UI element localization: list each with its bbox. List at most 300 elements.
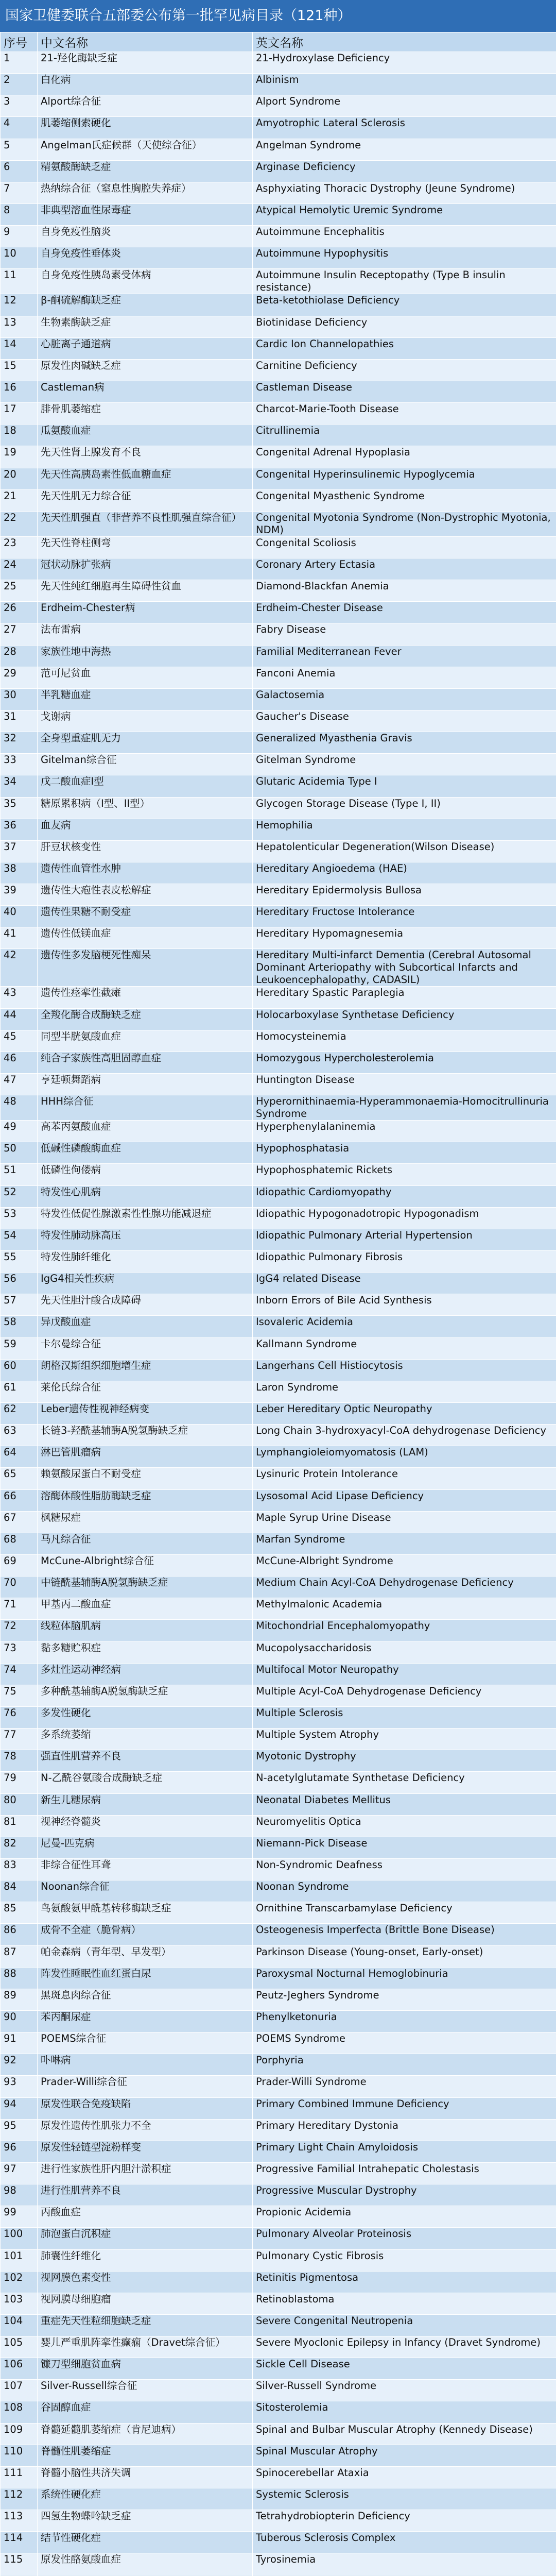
row-number: 100 [1, 2228, 38, 2249]
table-row [1, 1381, 556, 1402]
row-number: 8 [1, 204, 38, 225]
row-chinese-name: 帕金森病（青年型、早发型） [38, 1945, 253, 1967]
table-row [1, 645, 556, 667]
row-number: 99 [1, 2206, 38, 2228]
row-english-name: Diamond-Blackfan Anemia [253, 580, 556, 602]
row-number: 109 [1, 2423, 38, 2445]
table-row [1, 2423, 556, 2445]
row-number: 24 [1, 558, 38, 580]
row-english-name: Phenylketonuria [253, 2010, 556, 2032]
column-header-number: 序号 [1, 32, 38, 52]
row-chinese-name: 视网膜母细胞瘤 [38, 2293, 253, 2314]
row-english-name: Tetrahydrobiopterin Deficiency [253, 2510, 556, 2532]
table-row [1, 1577, 556, 1598]
row-english-name: Atypical Hemolytic Uremic Syndrome [253, 204, 556, 225]
row-english-name: Primary Hereditary Dystonia [253, 2119, 556, 2141]
row-chinese-name: Alport综合征 [38, 95, 253, 117]
row-english-name: Idiopathic Pulmonary Fibrosis [253, 1251, 556, 1273]
row-number: 5 [1, 139, 38, 160]
row-number: 14 [1, 337, 38, 359]
row-chinese-name: 低碱性磷酸酶血症 [38, 1142, 253, 1164]
table-row [1, 1967, 556, 1989]
table-row [1, 1880, 556, 1902]
row-english-name: Severe Congenital Neutropenia [253, 2314, 556, 2336]
row-english-name: Congenital Adrenal Hypoplasia [253, 446, 556, 468]
row-number: 110 [1, 2445, 38, 2466]
row-english-name: Hypophosphatemic Rickets [253, 1164, 556, 1185]
table-row [1, 1095, 556, 1121]
row-number: 34 [1, 775, 38, 797]
row-chinese-name: McCune-Albright综合征 [38, 1555, 253, 1577]
row-english-name: Marfan Syndrome [253, 1533, 556, 1554]
table-row [1, 2401, 556, 2423]
row-number: 46 [1, 1052, 38, 1073]
row-chinese-name: 脊髓性肌萎缩症 [38, 2445, 253, 2466]
row-english-name: Retinitis Pigmentosa [253, 2271, 556, 2293]
table-row [1, 1142, 556, 1164]
table-row [1, 269, 556, 294]
row-chinese-name: 原发性轻链型淀粉样变 [38, 2141, 253, 2162]
row-number: 64 [1, 1446, 38, 1468]
table-row [1, 1945, 556, 1967]
table-row [1, 2206, 556, 2228]
row-english-name: Parkinson Disease (Young-onset, Early-onset) [253, 1945, 556, 1967]
table-row [1, 2032, 556, 2054]
row-english-name: Tuberous Sclerosis Complex [253, 2532, 556, 2553]
table-row [1, 840, 556, 862]
row-chinese-name: 血友病 [38, 819, 253, 840]
row-number: 82 [1, 1837, 38, 1858]
row-number: 54 [1, 1229, 38, 1250]
row-chinese-name: 21-羟化酶缺乏症 [38, 52, 253, 74]
table-row [1, 117, 556, 139]
row-english-name: Gaucher's Disease [253, 710, 556, 732]
row-number: 62 [1, 1403, 38, 1425]
row-chinese-name: 朗格汉斯组织细胞增生症 [38, 1359, 253, 1381]
row-number: 78 [1, 1750, 38, 1772]
row-chinese-name: 脊髓小脑性共济失调 [38, 2466, 253, 2488]
table-row [1, 1533, 556, 1554]
table-row [1, 446, 556, 468]
row-english-name: Non-Syndromic Deafness [253, 1858, 556, 1880]
row-chinese-name: 先天性脊柱侧弯 [38, 536, 253, 558]
row-chinese-name: 肺泡蛋白沉积症 [38, 2228, 253, 2249]
row-number: 67 [1, 1511, 38, 1533]
row-english-name: Primary Light Chain Amyloidosis [253, 2141, 556, 2162]
table-row [1, 2532, 556, 2553]
row-chinese-name: 丙酸血症 [38, 2206, 253, 2228]
row-number: 37 [1, 840, 38, 862]
row-chinese-name: HHH综合征 [38, 1095, 253, 1121]
table-row [1, 1403, 556, 1425]
row-english-name: Langerhans Cell Histiocytosis [253, 1359, 556, 1381]
row-number: 98 [1, 2184, 38, 2206]
row-english-name: Autoimmune Encephalitis [253, 226, 556, 247]
table-row [1, 2553, 556, 2575]
row-number: 33 [1, 754, 38, 775]
table-row [1, 1989, 556, 2010]
table-row [1, 602, 556, 623]
row-english-name: Multiple Acyl-CoA Dehydrogenase Deficiency [253, 1685, 556, 1706]
row-english-name: Biotinidase Deficiency [253, 316, 556, 337]
row-number: 96 [1, 2141, 38, 2162]
row-number: 74 [1, 1663, 38, 1685]
row-english-name: Congenital Scoliosis [253, 536, 556, 558]
table-row [1, 2510, 556, 2532]
table-row [1, 1446, 556, 1468]
row-number: 10 [1, 247, 38, 269]
row-number: 104 [1, 2314, 38, 2336]
row-chinese-name: 肝豆状核变性 [38, 840, 253, 862]
table-row [1, 1273, 556, 1294]
row-number: 92 [1, 2054, 38, 2076]
table-row [1, 1663, 556, 1685]
table-row [1, 2271, 556, 2293]
row-english-name: Amyotrophic Lateral Sclerosis [253, 117, 556, 139]
row-number: 111 [1, 2466, 38, 2488]
row-chinese-name: 肺囊性纤维化 [38, 2249, 253, 2271]
row-chinese-name: 遗传性大疱性表皮松解症 [38, 884, 253, 906]
table-row [1, 425, 556, 446]
table-row [1, 1511, 556, 1533]
row-english-name: Noonan Syndrome [253, 1880, 556, 1902]
row-number: 39 [1, 884, 38, 906]
row-chinese-name: 苯丙酮尿症 [38, 2010, 253, 2032]
row-number: 6 [1, 160, 38, 182]
row-number: 76 [1, 1706, 38, 1728]
row-chinese-name: 溶酶体酸性脂肪酶缺乏症 [38, 1489, 253, 1511]
row-chinese-name: IgG4相关性疾病 [38, 1273, 253, 1294]
row-english-name: Pulmonary Cystic Fibrosis [253, 2249, 556, 2271]
table-header-row [1, 32, 556, 52]
row-english-name: Retinoblastoma [253, 2293, 556, 2314]
table-row [1, 1706, 556, 1728]
row-english-name: N-acetylglutamate Synthetase Deficiency [253, 1772, 556, 1793]
table-row [1, 987, 556, 1008]
row-english-name: Spinocerebellar Ataxia [253, 2466, 556, 2488]
row-english-name: 21-Hydroxylase Deficiency [253, 52, 556, 74]
row-chinese-name: 多发性硬化 [38, 1706, 253, 1728]
table-row [1, 489, 556, 511]
row-english-name: Congenital Myasthenic Syndrome [253, 489, 556, 511]
row-chinese-name: 尼曼-匹克病 [38, 1837, 253, 1858]
row-english-name: Glutaric Acidemia Type I [253, 775, 556, 797]
table-row [1, 688, 556, 710]
table-row [1, 2228, 556, 2249]
row-chinese-name: 非典型溶血性尿毒症 [38, 204, 253, 225]
row-chinese-name: 先天性肌无力综合征 [38, 489, 253, 511]
table-row [1, 226, 556, 247]
row-english-name: Congenital Myotonia Syndrome (Non-Dystrophic Myotonia, NDM) [253, 511, 556, 536]
row-number: 50 [1, 1142, 38, 1164]
row-number: 13 [1, 316, 38, 337]
row-chinese-name: 四氢生物蝶呤缺乏症 [38, 2510, 253, 2532]
row-number: 57 [1, 1294, 38, 1316]
row-chinese-name: 脊髓延髓肌萎缩症（肯尼迪病） [38, 2423, 253, 2445]
row-english-name: Multiple System Atrophy [253, 1728, 556, 1750]
row-chinese-name: 线粒体脑肌病 [38, 1620, 253, 1641]
row-chinese-name: 糖原累积病（I型、II型） [38, 797, 253, 819]
table-body [1, 52, 556, 2576]
row-english-name: Lymphangioleiomyomatosis (LAM) [253, 1446, 556, 1468]
row-english-name: Silver-Russell Syndrome [253, 2380, 556, 2401]
row-number: 73 [1, 1641, 38, 1663]
table-row [1, 710, 556, 732]
row-chinese-name: 多灶性运动神经病 [38, 1663, 253, 1685]
table-row [1, 1598, 556, 1620]
row-chinese-name: 戈谢病 [38, 710, 253, 732]
row-chinese-name: 视神经脊髓炎 [38, 1815, 253, 1837]
row-chinese-name: 白化病 [38, 74, 253, 95]
row-number: 97 [1, 2162, 38, 2184]
row-english-name: Multifocal Motor Neuropathy [253, 1663, 556, 1685]
row-english-name: Progressive Muscular Dystrophy [253, 2184, 556, 2206]
row-number: 47 [1, 1074, 38, 1095]
row-chinese-name: Prader-Willi综合征 [38, 2076, 253, 2097]
table-row [1, 819, 556, 840]
row-chinese-name: POEMS综合征 [38, 2032, 253, 2054]
row-number: 29 [1, 667, 38, 688]
row-chinese-name: Castleman病 [38, 381, 253, 402]
table-row [1, 2119, 556, 2141]
row-chinese-name: 热纳综合征（窒息性胸腔失养症） [38, 182, 253, 204]
row-number: 12 [1, 294, 38, 316]
table-row [1, 1074, 556, 1095]
table-row [1, 182, 556, 204]
row-chinese-name: 生物素酶缺乏症 [38, 316, 253, 337]
table-row [1, 1052, 556, 1073]
row-chinese-name: 原发性酪氨酸血症 [38, 2553, 253, 2575]
row-english-name: Medium Chain Acyl-CoA Dehydrogenase Deficiency [253, 1577, 556, 1598]
row-chinese-name: β-酮硫解酶缺乏症 [38, 294, 253, 316]
row-number: 42 [1, 949, 38, 987]
row-english-name: Carnitine Deficiency [253, 359, 556, 381]
row-english-name: Maple Syrup Urine Disease [253, 1511, 556, 1533]
row-english-name: Hyperornithinaemia-Hyperammonaemia-Homocitrullinuria Syndrome [253, 1095, 556, 1121]
row-chinese-name: 范可尼贫血 [38, 667, 253, 688]
row-number: 71 [1, 1598, 38, 1620]
row-english-name: Idiopathic Pulmonary Arterial Hypertension [253, 1229, 556, 1250]
row-chinese-name: 枫糖尿症 [38, 1511, 253, 1533]
row-number: 91 [1, 2032, 38, 2054]
row-chinese-name: 视网膜色素变性 [38, 2271, 253, 2293]
row-english-name: Hepatolenticular Degeneration(Wilson Disease) [253, 840, 556, 862]
row-english-name: Hereditary Hypomagnesemia [253, 927, 556, 949]
table-row [1, 1468, 556, 1489]
row-english-name: Hemophilia [253, 819, 556, 840]
table-row [1, 1750, 556, 1772]
row-chinese-name: 遗传性果糖不耐受症 [38, 906, 253, 927]
row-number: 21 [1, 489, 38, 511]
row-chinese-name: 高苯丙氨酸血症 [38, 1121, 253, 1142]
row-number: 17 [1, 403, 38, 425]
row-number: 51 [1, 1164, 38, 1185]
row-number: 31 [1, 710, 38, 732]
table-row [1, 536, 556, 558]
table-row [1, 95, 556, 117]
row-english-name: Generalized Myasthenia Gravis [253, 732, 556, 754]
row-number: 70 [1, 1577, 38, 1598]
table-row [1, 2010, 556, 2032]
row-number: 95 [1, 2119, 38, 2141]
table-row [1, 2076, 556, 2097]
row-english-name: Familial Mediterranean Fever [253, 645, 556, 667]
table-row [1, 1902, 556, 1924]
row-chinese-name: 谷固醇血症 [38, 2401, 253, 2423]
table-row [1, 1793, 556, 1815]
row-english-name: Porphyria [253, 2054, 556, 2076]
row-english-name: Hereditary Spastic Paraplegia [253, 987, 556, 1008]
row-number: 9 [1, 226, 38, 247]
row-number: 38 [1, 862, 38, 884]
row-number: 41 [1, 927, 38, 949]
row-english-name: Charcot-Marie-Tooth Disease [253, 403, 556, 425]
row-chinese-name: 遗传性低镁血症 [38, 927, 253, 949]
row-number: 80 [1, 1793, 38, 1815]
table-row [1, 1316, 556, 1337]
table-row [1, 381, 556, 402]
table-row [1, 732, 556, 754]
row-english-name: Pulmonary Alveolar Proteinosis [253, 2228, 556, 2249]
row-chinese-name: 低磷性佝偻病 [38, 1164, 253, 1185]
table-row [1, 1229, 556, 1250]
row-chinese-name: Noonan综合征 [38, 1880, 253, 1902]
row-number: 106 [1, 2358, 38, 2380]
row-chinese-name: 瓜氨酸血症 [38, 425, 253, 446]
row-english-name: Albinism [253, 74, 556, 95]
row-chinese-name: 先天性肌强直（非营养不良性肌强直综合征） [38, 511, 253, 536]
row-english-name: Autoimmune Hypophysitis [253, 247, 556, 269]
row-chinese-name: 特发性心肌病 [38, 1185, 253, 1207]
table-row [1, 52, 556, 74]
row-chinese-name: 成骨不全症（脆骨病） [38, 1924, 253, 1945]
row-english-name: Neonatal Diabetes Mellitus [253, 1793, 556, 1815]
row-number: 11 [1, 269, 38, 294]
table-row [1, 1425, 556, 1446]
row-english-name: Galactosemia [253, 688, 556, 710]
table-row [1, 1641, 556, 1663]
row-chinese-name: 精氨酸酶缺乏症 [38, 160, 253, 182]
table-row [1, 1620, 556, 1641]
row-chinese-name: 全身型重症肌无力 [38, 732, 253, 754]
row-chinese-name: 纯合子家族性高胆固醇血症 [38, 1052, 253, 1073]
row-number: 26 [1, 602, 38, 623]
row-chinese-name: 法布雷病 [38, 623, 253, 645]
row-chinese-name: 黏多糖贮积症 [38, 1641, 253, 1663]
row-english-name: Paroxysmal Nocturnal Hemoglobinuria [253, 1967, 556, 1989]
row-english-name: Hereditary Epidermolysis Bullosa [253, 884, 556, 906]
row-english-name: Glycogen Storage Disease (Type I, II) [253, 797, 556, 819]
table-row [1, 1359, 556, 1381]
row-number: 32 [1, 732, 38, 754]
row-number: 102 [1, 2271, 38, 2293]
row-chinese-name: Angelman氏症候群（天使综合征） [38, 139, 253, 160]
row-number: 89 [1, 1989, 38, 2010]
row-english-name: Alport Syndrome [253, 95, 556, 117]
row-english-name: Angelman Syndrome [253, 139, 556, 160]
row-chinese-name: 系统性硬化症 [38, 2488, 253, 2510]
row-chinese-name: 遗传性多发脑梗死性痴呆 [38, 949, 253, 987]
table-row [1, 2488, 556, 2510]
row-chinese-name: 半乳糖血症 [38, 688, 253, 710]
row-english-name: Severe Myoclonic Epilepsy in Infancy (Dravet Syndrome) [253, 2336, 556, 2358]
row-english-name: IgG4 related Disease [253, 1273, 556, 1294]
table-row [1, 2249, 556, 2271]
row-chinese-name: 中链酰基辅酶A脱氢酶缺乏症 [38, 1577, 253, 1598]
row-number: 88 [1, 1967, 38, 1989]
row-english-name: Leber Hereditary Optic Neuropathy [253, 1403, 556, 1425]
row-chinese-name: 长链3-羟酰基辅酶A脱氢酶缺乏症 [38, 1425, 253, 1446]
table-row [1, 2445, 556, 2466]
row-chinese-name: 自身免疫性胰岛素受体病 [38, 269, 253, 294]
row-chinese-name: 遗传性血管性水肿 [38, 862, 253, 884]
table-row [1, 862, 556, 884]
table-row [1, 623, 556, 645]
row-chinese-name: 淋巴管肌瘤病 [38, 1446, 253, 1468]
row-number: 16 [1, 381, 38, 402]
row-number: 85 [1, 1902, 38, 1924]
row-english-name: Prader-Willi Syndrome [253, 2076, 556, 2097]
table-row [1, 797, 556, 819]
row-english-name: Niemann-Pick Disease [253, 1837, 556, 1858]
row-english-name: Coronary Artery Ectasia [253, 558, 556, 580]
table-row [1, 247, 556, 269]
row-number: 48 [1, 1095, 38, 1121]
row-english-name: Peutz-Jeghers Syndrome [253, 1989, 556, 2010]
row-english-name: Erdheim-Chester Disease [253, 602, 556, 623]
row-number: 56 [1, 1273, 38, 1294]
row-english-name: Sickle Cell Disease [253, 2358, 556, 2380]
row-number: 68 [1, 1533, 38, 1554]
table-row [1, 2097, 556, 2119]
row-english-name: Hereditary Multi-infarct Dementia (Cerebral Autosomal Dominant Arteriopathy with Subcortical Infarcts and Leukoencephalopathy, CADASIL) [253, 949, 556, 987]
table-row [1, 2141, 556, 2162]
row-number: 87 [1, 1945, 38, 1967]
table-row [1, 2293, 556, 2314]
row-chinese-name: 先天性肾上腺发育不良 [38, 446, 253, 468]
row-chinese-name: 先天性胆汁酸合成障碍 [38, 1294, 253, 1316]
row-english-name: Hereditary Angioedema (HAE) [253, 862, 556, 884]
table-row [1, 511, 556, 536]
row-number: 30 [1, 688, 38, 710]
row-number: 72 [1, 1620, 38, 1641]
row-number: 61 [1, 1381, 38, 1402]
table-row [1, 1858, 556, 1880]
column-header-english-name: 英文名称 [253, 32, 556, 52]
rare-disease-table [0, 32, 556, 2576]
row-number: 93 [1, 2076, 38, 2097]
row-chinese-name: Erdheim-Chester病 [38, 602, 253, 623]
row-english-name: Asphyxiating Thoracic Dystrophy (Jeune Syndrome) [253, 182, 556, 204]
row-english-name: Fanconi Anemia [253, 667, 556, 688]
table-row [1, 2358, 556, 2380]
table-row [1, 139, 556, 160]
table-row [1, 1251, 556, 1273]
row-chinese-name: 先天性高胰岛素性低血糖血症 [38, 468, 253, 489]
row-number: 115 [1, 2553, 38, 2575]
row-chinese-name: Gitelman综合征 [38, 754, 253, 775]
table-row [1, 1164, 556, 1185]
row-english-name: Mucopolysaccharidosis [253, 1641, 556, 1663]
table-row [1, 2162, 556, 2184]
row-chinese-name: 原发性遗传性肌张力不全 [38, 2119, 253, 2141]
table-row [1, 927, 556, 949]
row-english-name: POEMS Syndrome [253, 2032, 556, 2054]
row-number: 60 [1, 1359, 38, 1381]
table-row [1, 1728, 556, 1750]
row-number: 23 [1, 536, 38, 558]
table-row [1, 1121, 556, 1142]
